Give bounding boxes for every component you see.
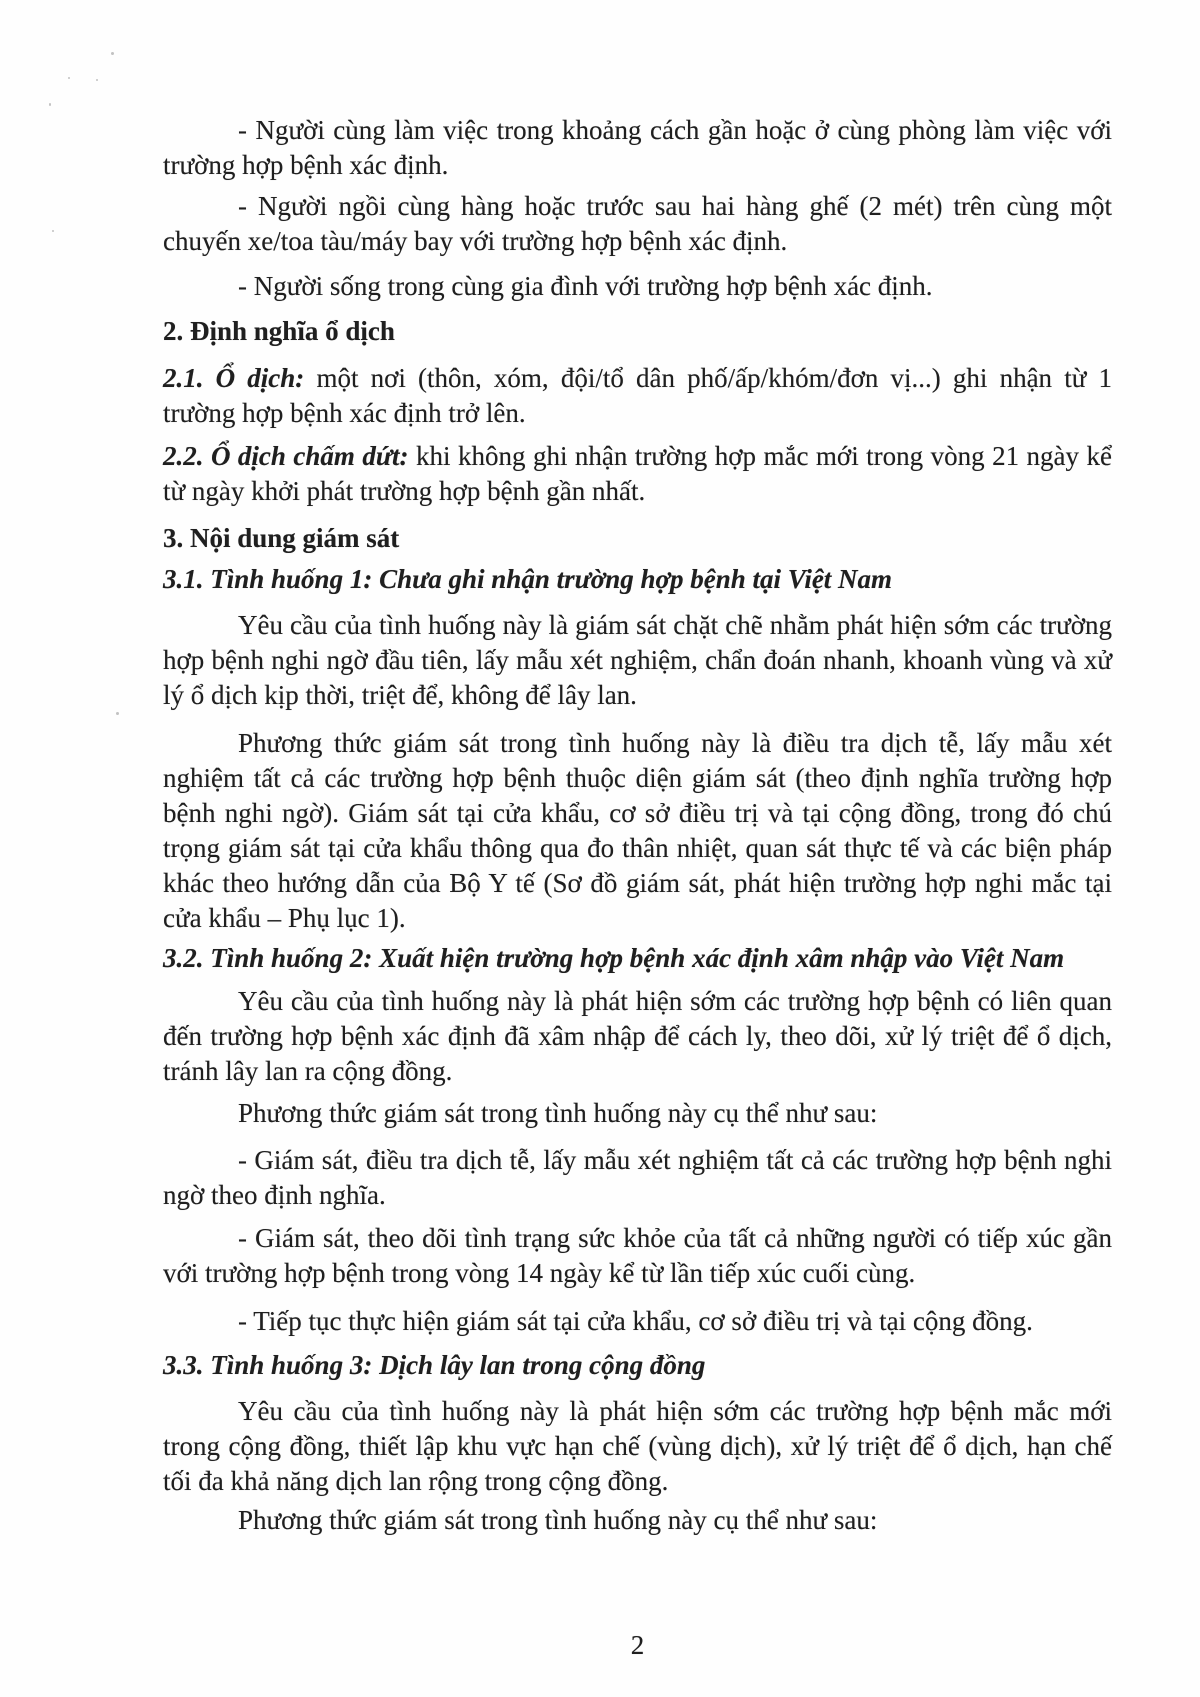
definition-2-1-text: một nơi (thôn, xóm, đội/tổ dân phố/ấp/khóm/đơn vị...) ghi nhận từ 1 trường hợp bệnh xác định trở lên.	[163, 363, 1112, 428]
scan-speck	[116, 712, 119, 715]
paragraph-definition-2-1	[163, 361, 1112, 431]
section-heading-3: 3. Nội dung giám sát	[163, 523, 400, 553]
definition-2-2-text: khi không ghi nhận trường hợp mắc mới trong vòng 21 ngày kể từ ngày khởi phát trường hợp bệnh gần nhất.	[163, 441, 1112, 506]
scan-speck	[52, 230, 54, 232]
paragraph-scenario2-bullet-3: - Tiếp tục thực hiện giám sát tại cửa khẩu, cơ sở điều trị và tại cộng đồng.	[238, 1306, 1033, 1336]
paragraph-scenario1-goal: Yêu cầu của tình huống này là giám sát chặt chẽ nhằm phát hiện sớm các trường hợp bệnh nghi ngờ đầu tiên, lấy mẫu xét nghiệm, chẩn đoán nhanh, khoanh vùng và xử lý ổ dịch kịp thời, triệt để, không để lây lan.	[163, 610, 1112, 710]
scan-speck	[68, 77, 70, 79]
paragraph-scenario2-method-intro: Phương thức giám sát trong tình huống này cụ thể như sau:	[238, 1098, 878, 1128]
paragraph-scenario1-method: Phương thức giám sát trong tình huống này là điều tra dịch tễ, lấy mẫu xét nghiệm tất cả các trường hợp bệnh thuộc diện giám sát (theo định nghĩa trường hợp bệnh nghi ngờ). Giám sát tại cửa khẩu, cơ sở điều trị và tại cộng đồng, trong đó chú trọng giám sát tại cửa khẩu thông qua đo thân nhiệt, quan sát thực tế và các biện pháp khác theo hướng dẫn của Bộ Y tế (Sơ đồ giám sát, phát hiện trường hợp nghi mắc tại cửa khẩu – Phụ lục 1).	[163, 728, 1112, 933]
paragraph-scenario2-goal: Yêu cầu của tình huống này là phát hiện sớm các trường hợp bệnh có liên quan đến trường hợp bệnh xác định đã xâm nhập để cách ly, theo dõi, xử lý triệt để ổ dịch, tránh lây lan ra cộng đồng.	[163, 986, 1112, 1086]
paragraph-scenario3-goal: Yêu cầu của tình huống này là phát hiện sớm các trường hợp bệnh mắc mới trong cộng đồng, thiết lập khu vực hạn chế (vùng dịch), xử lý triệt để ổ dịch, hạn chế tối đa khả năng dịch lan rộng trong cộng đồng.	[163, 1396, 1112, 1496]
section-heading-2: 2. Định nghĩa ổ dịch	[163, 316, 395, 346]
subsection-heading-3-1: 3.1. Tình huống 1: Chưa ghi nhận trường hợp bệnh tại Việt Nam	[163, 564, 893, 594]
page-number: 2	[630, 1630, 645, 1660]
paragraph-contact-transport: - Người ngồi cùng hàng hoặc trước sau hai hàng ghế (2 mét) trên cùng một chuyến xe/toa tàu/máy bay với trường hợp bệnh xác định.	[163, 191, 1112, 256]
paragraph-definition-2-2	[163, 439, 1112, 509]
paragraph-scenario3-method-intro: Phương thức giám sát trong tình huống này cụ thể như sau:	[238, 1505, 878, 1535]
paragraph-contact-workplace: - Người cùng làm việc trong khoảng cách gần hoặc ở cùng phòng làm việc với trường hợp bệnh xác định.	[163, 115, 1112, 180]
scan-speck	[96, 79, 98, 81]
scan-speck	[49, 103, 51, 106]
subsection-heading-3-2: 3.2. Tình huống 2: Xuất hiện trường hợp bệnh xác định xâm nhập vào Việt Nam	[163, 943, 1065, 973]
definition-2-1-lead: 2.1. Ổ dịch:	[163, 363, 305, 393]
paragraph-contact-household: - Người sống trong cùng gia đình với trường hợp bệnh xác định.	[238, 271, 933, 301]
paragraph-scenario2-bullet-1: - Giám sát, điều tra dịch tễ, lấy mẫu xét nghiệm tất cả các trường hợp bệnh nghi ngờ theo định nghĩa.	[163, 1145, 1112, 1210]
definition-2-2-lead: 2.2. Ổ dịch chấm dứt:	[163, 441, 409, 471]
paragraph-scenario2-bullet-2: - Giám sát, theo dõi tình trạng sức khỏe của tất cả những người có tiếp xúc gần với trường hợp bệnh trong vòng 14 ngày kể từ lần tiếp xúc cuối cùng.	[163, 1223, 1112, 1288]
scan-speck	[111, 52, 114, 55]
subsection-heading-3-3: 3.3. Tình huống 3: Dịch lây lan trong cộng đồng	[163, 1350, 706, 1380]
